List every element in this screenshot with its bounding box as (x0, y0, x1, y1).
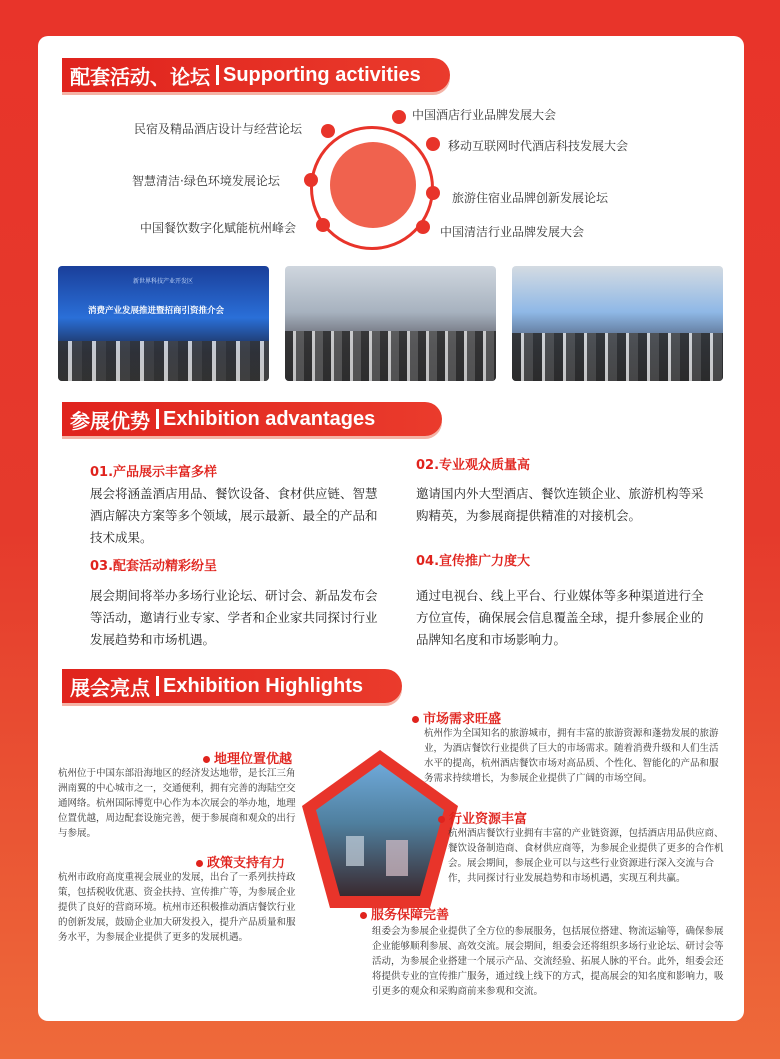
highlight-heading-text: 服务保障完善 (371, 908, 450, 923)
advantage-text: 邀请国内外大型酒店、餐饮连锁企业、旅游机构等采购精英，为参展商提供精准的对接机会。 (416, 486, 704, 523)
bullet-dot (196, 860, 203, 867)
highlight-heading-text: 政策支持有力 (207, 856, 286, 871)
advantage-text: 通过电视台、线上平台、行业媒体等多种渠道进行全方位宣传，确保展会信息覆盖全球，提升参展企业的品牌知名度和市场影响力。 (416, 588, 704, 647)
forum-dot (392, 110, 406, 124)
forum-label: 旅游住宿业品牌创新发展论坛 (452, 191, 609, 205)
highlight-text-market: 杭州作为全国知名的旅游城市，拥有丰富的旅游资源和蓬勃发展的旅游业，为酒店餐饮行业提供了巨大的市场需求。随着消费升级和人们生活水平的提高，杭州酒店餐饮市场对高品质、个性化、智能化的产品和服务需求持续增长，为参展企业提供了广阔的市场空间。 (424, 728, 719, 784)
audience-pattern (512, 333, 723, 381)
section-title-highlights (62, 669, 402, 703)
forum-label: 智慧清洁·绿色环境发展论坛 (132, 174, 280, 188)
content-card (38, 36, 744, 1021)
highlight-text-policy: 杭州市政府高度重视会展业的发展，出台了一系列扶持政策，包括税收优惠、资金扶持、宣传推广等，为参展企业提供了良好的营商环境。杭州市还积极推动酒店餐饮行业的创新发展，鼓励企业加大研发投入，提升产品质量和服务水平，为参展企业提供了更多的发展机遇。 (58, 872, 296, 943)
highlight-heading-text: 行业资源丰富 (449, 812, 528, 827)
section-title-supporting (62, 58, 450, 92)
forum-photo-2 (285, 266, 496, 381)
advantage-text: 展会将涵盖酒店用品、餐饮设备、食材供应链、智慧酒店解决方案等多个领域，展示最新、最全的产品和技术成果。 (90, 486, 378, 545)
advantage-heading: 04.宣传推广力度大 (416, 554, 531, 569)
forum-dot (416, 220, 430, 234)
audience-pattern (58, 341, 269, 381)
highlight-text-industry: 杭州酒店餐饮行业拥有丰富的产业链资源，包括酒店用品供应商、餐饮设备制造商、食材供应商等，为参展企业提供了更多的合作机会。展会期间，参展企业可以与这些行业资源进行深入交流与合作，共同探讨行业发展趋势和市场机遇，实现互利共赢。 (448, 828, 724, 884)
forum-photo-3 (512, 266, 723, 381)
section-title-advantages (62, 402, 442, 436)
highlight-text-location: 杭州位于中国东部沿海地区的经济发达地带，是长江三角洲南翼的中心城市之一，交通便利，拥有完善的海陆空交通网络。杭州国际博览中心作为本次展会的举办地，地理位置优越，周边配套设施完善，便于参展商和观众的出行与参展。 (58, 768, 296, 839)
forum-label: 移动互联网时代酒店科技发展大会 (448, 139, 629, 153)
section-title-en: Exhibition Highlights (163, 674, 363, 697)
section-title-en: Exhibition advantages (163, 407, 376, 430)
photo-banner-small: 新世界科技产业开发区 (133, 278, 194, 285)
forum-dot (316, 218, 330, 232)
bullet-dot (412, 716, 419, 723)
bullet-dot (360, 912, 367, 919)
title-divider (156, 409, 159, 429)
advantage-heading: 02.专业观众质量高 (416, 458, 531, 473)
bullet-dot (438, 816, 445, 823)
advantage-heading: 01.产品展示丰富多样 (90, 465, 218, 480)
advantage-heading: 03.配套活动精彩纷呈 (90, 559, 218, 574)
forum-label: 中国餐饮数字化赋能杭州峰会 (140, 221, 297, 235)
photo-banner-main: 消费产业发展推进暨招商引资推介会 (88, 306, 225, 316)
section-title-cn: 配套活动、论坛 (70, 64, 210, 89)
forum-ring-core (330, 142, 416, 228)
section-title-cn: 展会亮点 (70, 675, 150, 700)
section-title-cn: 参展优势 (70, 408, 150, 433)
forum-dot (304, 173, 318, 187)
highlight-text-service: 组委会为参展企业提供了全方位的参展服务，包括展位搭建、物流运输等，确保参展企业能够顺利参展、高效交流。展会期间，组委会还将组织多场行业论坛、研讨会等活动，为参展企业搭建一个展示产品、交流经验、拓展人脉的平台。此外，组委会还将提供专业的宣传推广服务，通过线上线下的方式，提高展会的知名度和影响力，吸引更多的观众和采购商前来参观和交流。 (372, 926, 724, 997)
highlight-heading-industry (438, 808, 527, 827)
highlight-heading-market (412, 708, 501, 727)
highlight-heading-policy (196, 852, 285, 871)
highlight-heading-text: 市场需求旺盛 (423, 712, 502, 727)
forum-dot (426, 186, 440, 200)
audience-pattern (285, 331, 496, 381)
highlight-heading-location (203, 748, 292, 767)
highlight-heading-service (360, 904, 449, 923)
forum-label: 中国酒店行业品牌发展大会 (412, 108, 557, 122)
forum-label: 民宿及精品酒店设计与经营论坛 (134, 122, 303, 136)
advantage-text: 展会期间将举办多场行业论坛、研讨会、新品发布会等活动，邀请行业专家、学者和企业家共同探讨行业发展趋势和市场机遇。 (90, 588, 378, 647)
title-divider (216, 65, 219, 85)
forum-label: 中国清洁行业品牌发展大会 (440, 225, 585, 239)
bullet-dot (203, 756, 210, 763)
section-title-en: Supporting activities (223, 63, 421, 86)
forum-photo-1 (58, 266, 269, 381)
title-divider (156, 676, 159, 696)
highlight-heading-text: 地理位置优越 (214, 752, 293, 767)
forum-dot (426, 137, 440, 151)
forum-dot (321, 124, 335, 138)
